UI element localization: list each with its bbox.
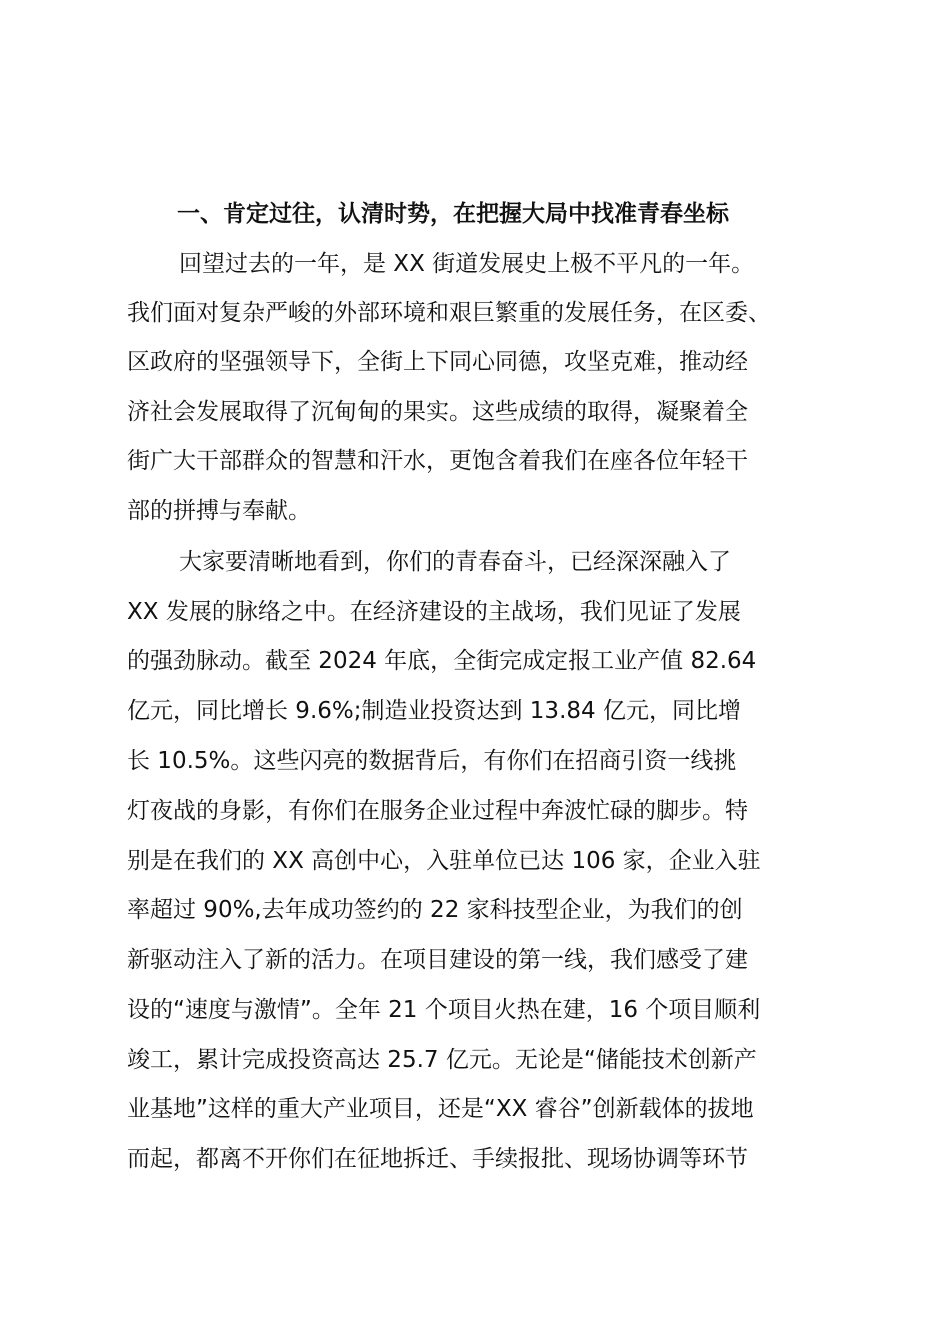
- section-heading: 一、肯定过往，认清时势，在把握大局中找准青春坐标: [177, 201, 729, 227]
- paragraph-line: 而起，都离不开你们在征地拆迁、手续报批、现场协调等环节: [127, 1146, 748, 1172]
- paragraph-line: 回望过去的一年，是 XX 街道发展史上极不平凡的一年。: [179, 251, 755, 277]
- paragraph-line: 区政府的坚强领导下，全街上下同心同德，攻坚克难，推动经: [127, 349, 748, 375]
- paragraph-line: 亿元，同比增长 9.6%;制造业投资达到 13.84 亿元，同比增: [127, 698, 741, 724]
- paragraph-line: 灯夜战的身影，有你们在服务企业过程中奔波忙碌的脚步。特: [127, 798, 748, 824]
- paragraph-line: 济社会发展取得了沉甸甸的果实。这些成绩的取得，凝聚着全: [127, 399, 748, 425]
- paragraph-line: 率超过 90%,去年成功签约的 22 家科技型企业，为我们的创: [127, 897, 743, 923]
- paragraph-line: XX 发展的脉络之中。在经济建设的主战场，我们见证了发展: [127, 599, 741, 625]
- paragraph-line: 别是在我们的 XX 高创中心，入驻单位已达 106 家，企业入驻: [127, 848, 761, 874]
- paragraph-line: 大家要清晰地看到，你们的青春奋斗，已经深深融入了: [179, 549, 731, 575]
- paragraph-line: 设的“速度与激情”。全年 21 个项目火热在建，16 个项目顺利: [127, 997, 761, 1023]
- paragraph-line: 部的拼搏与奉献。: [127, 498, 311, 524]
- paragraph-line: 竣工，累计完成投资高达 25.7 亿元。无论是“储能技术创新产: [127, 1047, 757, 1073]
- paragraph-line: 业基地”这样的重大产业项目，还是“XX 睿谷”创新载体的拔地: [127, 1096, 754, 1122]
- paragraph-line: 我们面对复杂严峻的外部环境和艰巨繁重的发展任务，在区委、: [127, 300, 771, 326]
- paragraph-line: 新驱动注入了新的活力。在项目建设的第一线，我们感受了建: [127, 947, 748, 973]
- paragraph-line: 的强劲脉动。截至 2024 年底，全街完成定报工业产值 82.64: [127, 648, 757, 674]
- paragraph-line: 街广大干部群众的智慧和汗水，更饱含着我们在座各位年轻干: [127, 448, 748, 474]
- paragraph-line: 长 10.5%。这些闪亮的数据背后，有你们在招商引资一线挑: [127, 748, 737, 774]
